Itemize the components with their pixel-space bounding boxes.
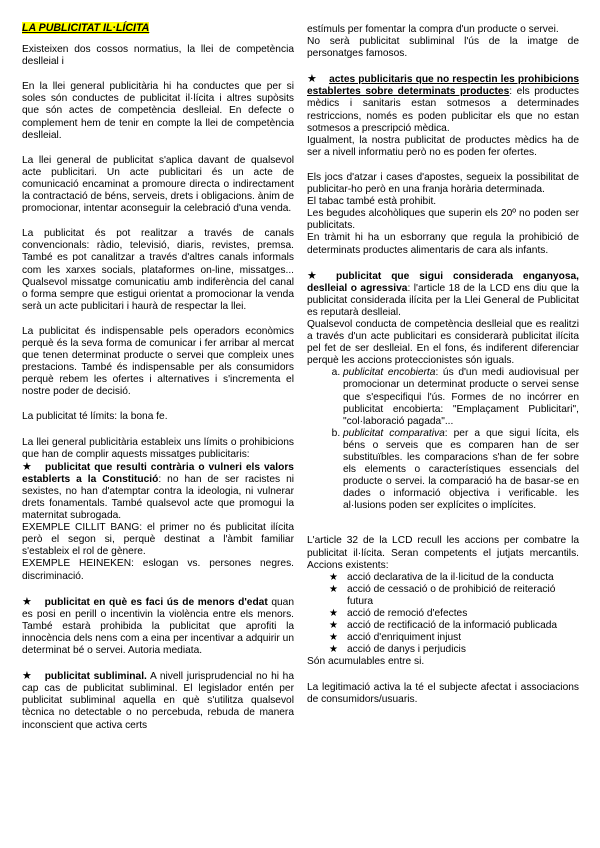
paragraph: La legitimació activa la té el subjecte afectat i associacions de consumidors/usuaris. xyxy=(307,681,579,705)
paragraph: En la llei general publicitària hi ha conductes que per si soles són conductes de publicitat il·lícita i altres supòsits que són actes de competència deslleial. En defecte o complement hem de tenir en compte la llei de competència deslleial. xyxy=(22,81,294,141)
paragraph: El tabac també està prohibit. xyxy=(307,196,437,208)
paragraph: No serà publicitat subliminal l'ús de la imatge de personatges famosos. xyxy=(307,36,579,60)
paragraph: La publicitat és indispensable pels operadors econòmics perquè és la seva forma de comunicar i fer arribar al mercat que tenen determinat producte o servei que compleix unes prestacions. També és indispensable per als consumidors perquè rebem les ofertes i alternatives i s'incrementa el nostre poder de decisió. xyxy=(22,325,294,398)
prohibition-text: : els productes mèdics i sanitaris estan sotmesos a determinades restriccions, només es poden publicitar els que no estan sotmesos a prescripció mèdica. xyxy=(307,86,579,134)
right-column xyxy=(307,24,579,706)
prohibition-item xyxy=(307,73,579,134)
paragraph: Són acumulables entre si. xyxy=(307,656,425,668)
paragraph: Les begudes alcohòliques que superin els 20º no poden ser publicitats. xyxy=(307,208,579,232)
paragraph: Els jocs d'atzar i cases d'apostes, segueix la possibilitat de publicitar-ho però en una franja horària determinada. xyxy=(307,171,579,196)
paragraph: Igualment, la nostra publicitat de productes mèdics ha de ser a nivell informatiu però no es poden fer ofertes. xyxy=(307,134,579,158)
list-item xyxy=(329,632,579,644)
star-icon: ★ xyxy=(307,269,324,282)
star-icon: ★ xyxy=(329,608,339,620)
subtype-heading: publicitat encobierta xyxy=(343,367,436,379)
paragraph: estímuls per fomentar la compra d'un producte o servei. xyxy=(307,24,559,35)
subtype-list xyxy=(307,367,579,512)
left-column xyxy=(22,22,294,732)
list-item xyxy=(329,644,579,656)
paragraph: Qualsevol conducta de competència deslleial que es realitzi a través d'un acte publicitari es considerarà publicitat ilícita pel fet de ser deslleial. En el fons, és indiferent diferenciar perquè les accions proteccionistes són iguals. xyxy=(307,318,579,367)
action-label: acció de cessació o de prohibició de reiteració futura xyxy=(347,583,556,607)
action-label: acció d'enriquiment injust xyxy=(347,632,462,644)
prohibition-item xyxy=(22,596,294,657)
prohibition-text: : l'article 18 de la LCD ens diu que la publicitat considerada ilícita per la Llei General de Publicitat es reputarà deslleial. xyxy=(307,282,580,318)
prohibition-heading: actes publicitaris que no respectin les prohibicions establertes sobre determinats productes xyxy=(307,74,579,98)
paragraph: La llei general de publicitat s'aplica davant de qualsevol acte publicitari. Un acte publicitari és un acte de comunicació encaminat a promoure directa o indirectament la contractació de béns, serveis, drets i obligacions. ànim de promocionar, intentar aconseguir la celebració d'una venda. xyxy=(22,154,294,215)
list-item xyxy=(329,620,579,632)
example: EXEMPLE HEINEKEN: eslogan vs. persones negres. discriminació. xyxy=(22,558,294,582)
star-icon: ★ xyxy=(22,460,33,473)
action-label: acció de rectificació de la informació publicada xyxy=(347,620,558,632)
paragraph: La publicitat té límits: la bona fe. xyxy=(22,411,168,423)
prohibition-heading: publicitat que resulti contrària o vulneri els valors establerts a la Constitució xyxy=(22,461,294,485)
star-icon: ★ xyxy=(329,620,339,632)
paragraph: L'article 32 de la LCD recull les accions per combatre la publicitat il·lícita. Seran competents el jutjats mercantils. Accions existents: xyxy=(307,535,579,571)
star-icon: ★ xyxy=(307,73,318,86)
star-icon: ★ xyxy=(329,632,339,644)
list-item xyxy=(329,572,579,584)
prohibition-text: A nivell jurisprudencial no hi ha cap cas de publicitat subliminal. El legislador entén per publicitat subliminal aquella en què s'utilitza qualsevol tècnica no detectable o no percebuda, rebuda de manera inconscient que activa certs xyxy=(22,671,294,731)
paragraph: La publicitat és pot realitzar a través de canals convencionals: ràdio, televisió, diaris, revistes, premsa. També es pot canalitzar a través d'altres canals informals com les xarxes socials, plataformes on-line, missatges... Qualsevol missatge comunicatiu amb indiferència del canal o forma sempre que estigui orientat a promocionar la venda serà un acte publicitari i haurà de respectar la llei. xyxy=(22,228,294,312)
prohibition-item xyxy=(22,670,294,731)
action-label: acció de danys i perjudicis xyxy=(347,644,466,656)
prohibition-heading: publicitat subliminal. xyxy=(44,671,147,683)
star-icon: ★ xyxy=(329,571,339,583)
actions-list xyxy=(307,572,579,657)
subtype-text: : per a que sigui lícita, els béns o serveis que es comparen han de ser substituïbles. les comparacions s'han de fer sobre els elements o característiques essencials del producte o servei. la comparació ha de basar-se en dades o informació objectiva i verificable. les al·lusions poden ser explícites o implícites. xyxy=(343,427,580,512)
paragraph: En tràmit hi ha un esborrany que regula la prohibició de determinats productes alimentaris de cara als infants. xyxy=(307,232,579,256)
star-icon: ★ xyxy=(22,595,33,608)
prohibition-heading: publicitat en què es faci ús de menors d'edat xyxy=(44,596,268,608)
subtype-text: : ús d'un medi audiovisual per promocionar un determinat producte o servei sense que s'especifiqui l'ús. Formes de no incórrer en publicitat encobierta: "Emplaçament Publicitari", "col·laboració pagada"... xyxy=(343,367,579,427)
prohibition-heading: publicitat que sigui considerada enganyosa, deslleial o agressiva xyxy=(307,270,579,294)
example: EXEMPLE CILLIT BANG: el primer no és publicitat ilícita però el segon si, perquè destinat a l'àmbit familiar s'estableix el rol de gènere. xyxy=(22,522,294,558)
prohibition-item xyxy=(22,461,294,522)
prohibition-text: : no han de ser racistes ni sexistes, no han d'atemptar contra la ideologia, ni vulnerar drets fonamentals. També qualsevol acte que promogui la maternitat subrogada. xyxy=(22,473,295,522)
star-icon: ★ xyxy=(22,670,33,683)
action-label: acció de remoció d'efectes xyxy=(347,608,468,620)
paragraph: La llei general publicitària estableix uns límits o prohibicions que han de complir aquests missatges publicitaris: xyxy=(22,436,294,460)
prohibition-text: quan es posi en perill o incentivin la violència entre els menors. També estarà prohibida la publicitat que aprofiti la innocència dels nens com a eina per incentivar a adquirir un determinat bé o servei. Autoria mediata. xyxy=(22,596,294,657)
list-item xyxy=(343,367,579,427)
document-title: LA PUBLICITAT IL·LÍCITA xyxy=(22,22,150,34)
prohibition-item xyxy=(307,270,579,319)
list-item xyxy=(343,428,579,513)
action-label: acció declarativa de la il·licitud de la conducta xyxy=(347,571,554,583)
list-item xyxy=(329,584,579,608)
subtype-heading: publicitat comparativa xyxy=(343,427,445,439)
star-icon: ★ xyxy=(329,583,339,595)
star-icon: ★ xyxy=(329,644,339,656)
paragraph: Existeixen dos cossos normatius, la llei de competència deslleial i xyxy=(22,44,294,68)
list-item xyxy=(329,608,579,620)
